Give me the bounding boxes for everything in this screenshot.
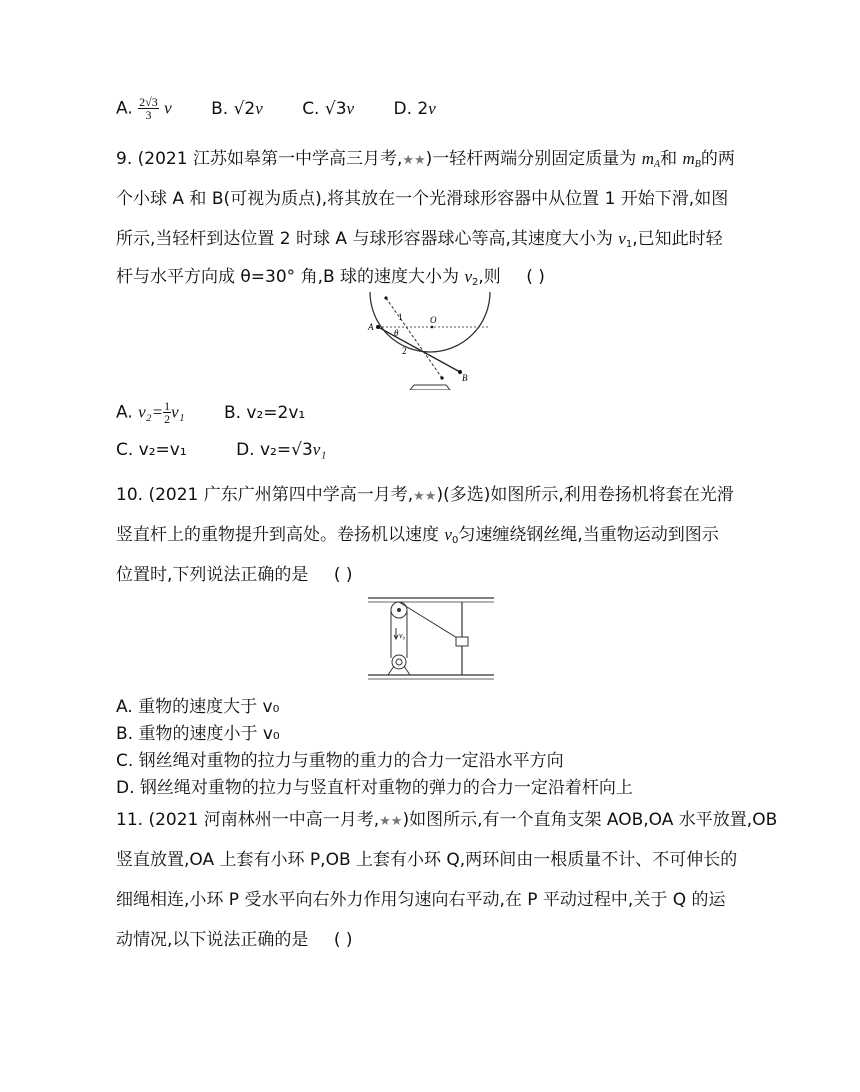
q9-line-1 — [116, 144, 735, 170]
q9-line-2: 个小球 A 和 B(可视为质点),将其放在一个光滑球形容器中从位置 1 开始下滑,如图 — [116, 189, 729, 209]
q10-line-2 — [116, 520, 719, 546]
numerator: 2√3 — [139, 95, 158, 109]
q11-line-4 — [116, 925, 352, 950]
velocity-v0: v — [444, 525, 452, 544]
q9-option-d — [236, 440, 326, 460]
label-o: O — [430, 315, 437, 325]
rope-to-load — [399, 602, 462, 641]
q11-line-3: 细绳相连,小环 P 受水平向右外力作用匀速向右平动,在 P 平动过程中,关于 Q 的运 — [116, 890, 726, 910]
option-rhs: v₁ — [312, 440, 327, 459]
q8-option-d — [393, 99, 435, 119]
unit-v: v — [428, 98, 436, 118]
question-text: 和 — [660, 149, 678, 169]
q8-options — [116, 96, 470, 121]
answer-blank: ( ) — [526, 267, 545, 287]
ball-position-1b — [440, 376, 443, 379]
unit-v: v — [255, 98, 263, 118]
numerator: 1 — [164, 399, 171, 413]
q9-option-c: C. v₂=v₁ — [116, 440, 187, 460]
difficulty-star-icon: ★★ — [379, 814, 403, 829]
denominator: 3 — [145, 108, 152, 122]
option-value: √3 — [291, 440, 313, 460]
fraction — [138, 96, 159, 121]
question-text: ,已知此时轻 — [632, 229, 723, 249]
question-number: 9. — [116, 149, 133, 169]
q11-line-1 — [116, 805, 777, 830]
question-source: 11. (2021 河南林州一中高一月考, — [116, 810, 380, 830]
question-text: 的两 — [700, 149, 735, 169]
answer-blank: ( ) — [333, 930, 353, 950]
q10-line-1 — [116, 480, 734, 505]
container-base — [410, 385, 450, 390]
velocity-v1: v — [618, 229, 626, 248]
question-source: 10. (2021 广东广州第四中学高一月考, — [116, 485, 414, 505]
ball-position-1 — [384, 296, 387, 299]
question-text: )一轻杆两端分别固定质量为 — [425, 149, 637, 169]
q9-options-row2 — [116, 440, 360, 460]
question-text: 匀速缠绕钢丝绳,当重物运动到图示 — [458, 525, 719, 545]
q10-option-a: A. 重物的速度大于 v₀ — [116, 697, 280, 717]
q11-line-2: 竖直放置,OA 上套有小环 P,OB 上套有小环 Q,两环间由一根质量不计、不可伸长的 — [116, 850, 738, 870]
question-text: )如图所示,有一个直角支架 AOB,OA 水平放置,OB — [402, 810, 778, 830]
question-text: )(多选)如图所示,利用卷扬机将套在光滑 — [436, 485, 734, 505]
mass-a: m — [641, 149, 654, 168]
label-theta: θ — [394, 328, 399, 338]
label-a: A — [368, 322, 374, 332]
rod-position-1 — [386, 298, 442, 378]
q8-option-a — [116, 96, 172, 121]
label-1: 1 — [398, 312, 403, 322]
option-letter: C. — [302, 98, 320, 119]
load-block — [456, 637, 468, 646]
option-value: √3 — [324, 98, 347, 119]
fraction — [163, 400, 171, 425]
q9-figure-sphere — [360, 290, 500, 390]
q10-line-3 — [116, 560, 352, 585]
velocity-v2: v — [464, 267, 473, 286]
winch-stand — [388, 666, 410, 675]
winch-core — [396, 659, 402, 665]
label-v0: v₀ — [399, 631, 406, 640]
option-rhs: v₁ — [171, 402, 185, 422]
unit-v: v — [164, 98, 172, 118]
question-text: 杆与水平方向成 θ=30° 角,B 球的速度大小为 — [116, 267, 460, 287]
q8-option-b — [211, 99, 263, 119]
label-2: 2 — [402, 346, 407, 356]
q9-option-a — [116, 400, 185, 425]
q9-options-row1 — [116, 400, 339, 425]
center-o — [431, 326, 434, 329]
question-text: 竖直杆上的重物提升到高处。卷扬机以速度 — [116, 525, 439, 545]
option-letter: A. — [116, 98, 133, 119]
q10-figure-winch — [366, 594, 496, 682]
ball-a — [376, 325, 380, 329]
subscript: 0 — [451, 535, 459, 546]
subscript: 2 — [472, 277, 479, 288]
option-letter: D. — [393, 98, 412, 119]
pulley-axle — [397, 608, 401, 612]
q10-option-b: B. 重物的速度小于 v₀ — [116, 724, 280, 744]
q9-option-b: B. v₂=2v₁ — [223, 402, 306, 423]
denominator: 2 — [164, 412, 171, 426]
subscript: 1 — [625, 239, 633, 250]
option-value: √2 — [233, 98, 256, 119]
option-lhs: D. v₂= — [236, 440, 292, 460]
winch-drum — [392, 655, 406, 669]
difficulty-star-icon: ★★ — [402, 153, 426, 168]
mass-b: m — [682, 149, 695, 168]
subscript: A — [653, 159, 661, 170]
q10-option-d: D. 钢丝绳对重物的拉力与竖直杆对重物的弹力的合力一定沿着杆向上 — [116, 778, 633, 798]
label-b: B — [462, 373, 468, 383]
option-letter: A. — [116, 402, 133, 423]
option-value: 2 — [417, 98, 429, 119]
difficulty-star-icon: ★★ — [413, 489, 437, 504]
q10-option-c: C. 钢丝绳对重物的拉力与重物的重力的合力一定沿水平方向 — [116, 751, 564, 771]
question-text: 动情况,以下说法正确的是 — [116, 930, 309, 950]
option-letter: B. — [211, 98, 229, 119]
q9-line-3 — [116, 224, 723, 250]
q9-line-4 — [116, 262, 545, 288]
option-lhs: v₂= — [138, 402, 164, 422]
question-text: ,则 — [478, 267, 501, 287]
subscript: B — [694, 159, 701, 170]
unit-v: v — [346, 98, 355, 118]
question-source: (2021 江苏如皋第一中学高三月考, — [137, 149, 403, 169]
question-text: 位置时,下列说法正确的是 — [116, 565, 309, 585]
q8-option-c — [302, 99, 354, 119]
question-text: 所示,当轻杆到达位置 2 时球 A 与球形容器球心等高,其速度大小为 — [116, 229, 613, 249]
answer-blank: ( ) — [333, 565, 353, 585]
